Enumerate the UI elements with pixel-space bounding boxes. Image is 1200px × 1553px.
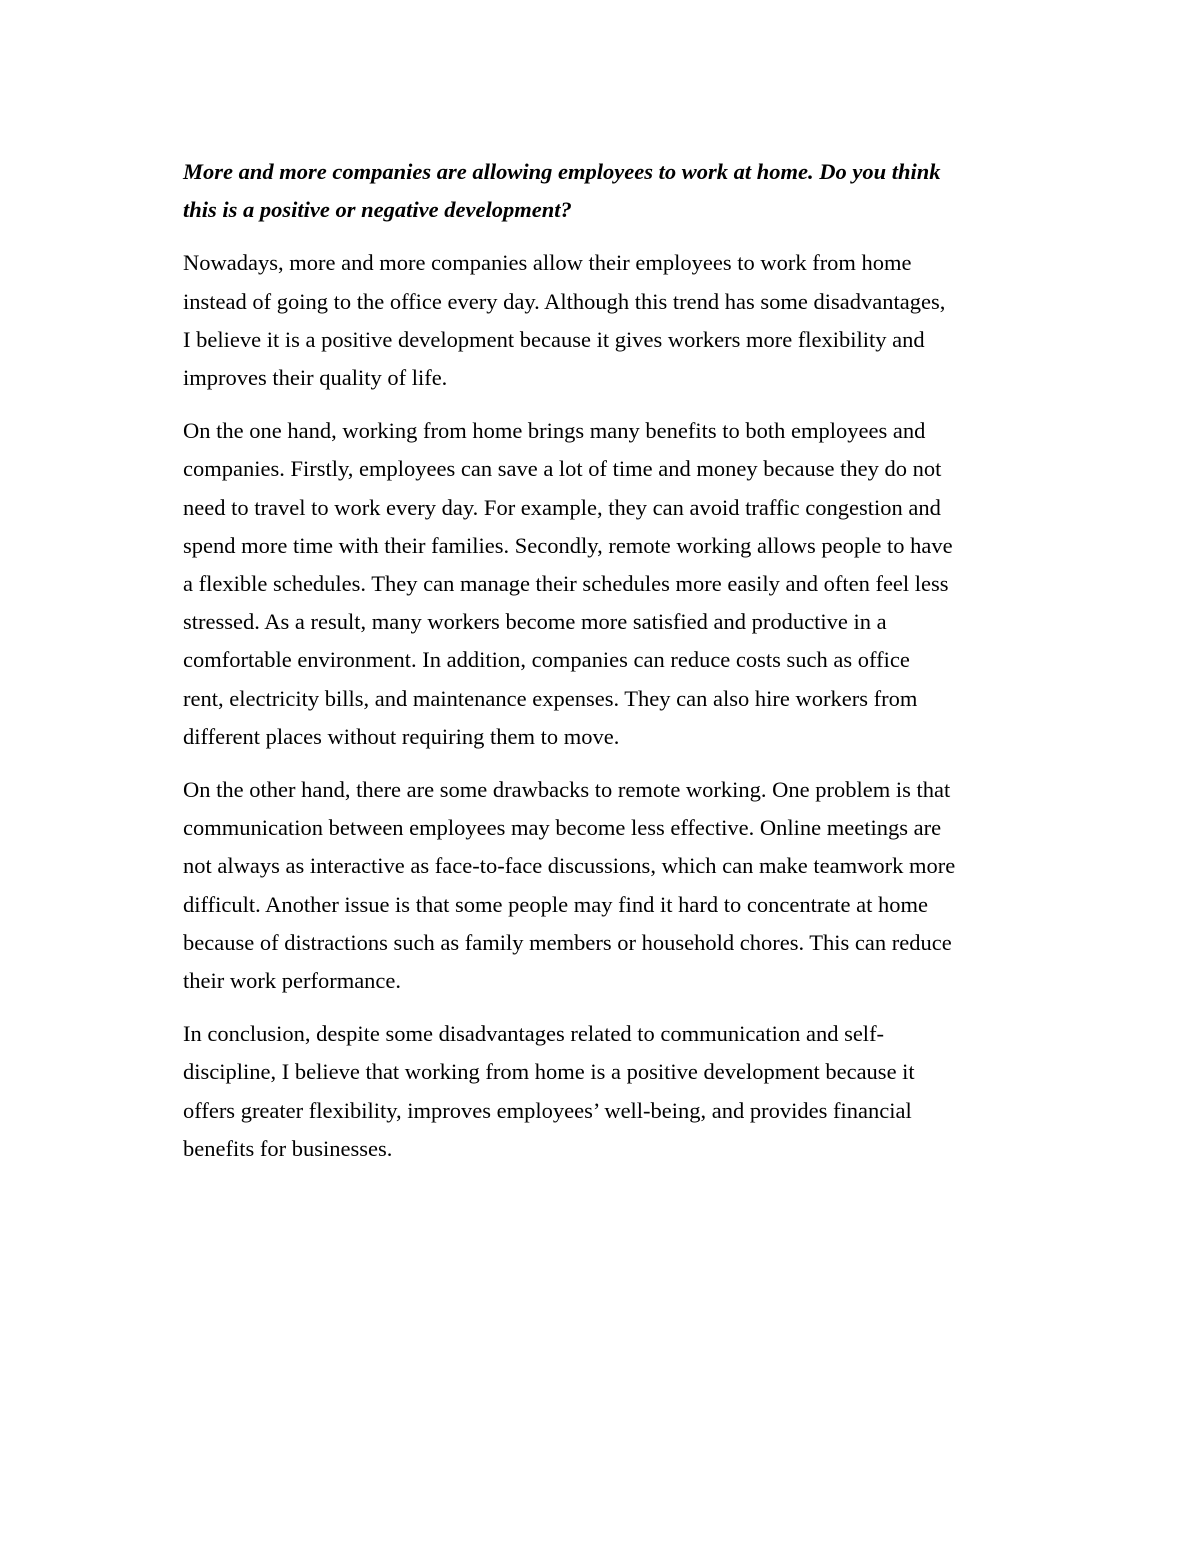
text-line: a flexible schedules. They can manage their schedules more easily and often feel less xyxy=(183,571,949,597)
text-line: because of distractions such as family members or household chores. This can reduce xyxy=(183,929,952,955)
essay-prompt xyxy=(183,153,1073,229)
text-line: improves their quality of life. xyxy=(183,365,448,391)
paragraph-drawbacks xyxy=(183,771,1073,1000)
text-line: I believe it is a positive development because it gives workers more flexibility and xyxy=(183,326,925,352)
text-line: communication between employees may become less effective. Online meetings are xyxy=(183,815,942,841)
text-line: different places without requiring them to move. xyxy=(183,723,620,749)
text-line: rent, electricity bills, and maintenance expenses. They can also hire workers from xyxy=(183,685,918,711)
text-line: offers greater flexibility, improves employees’ well-being, and provides financial xyxy=(183,1097,912,1123)
paragraph-benefits xyxy=(183,412,1073,756)
text-line: benefits for businesses. xyxy=(183,1135,393,1161)
paragraph-conclusion xyxy=(183,1015,1073,1168)
prompt-line: More and more companies are allowing employees to work at home. Do you think xyxy=(183,159,941,184)
text-line: On the other hand, there are some drawbacks to remote working. One problem is that xyxy=(183,777,951,803)
text-line: In conclusion, despite some disadvantages related to communication and self- xyxy=(183,1021,885,1047)
prompt-line: this is a positive or negative development? xyxy=(183,197,572,223)
text-line: On the one hand, working from home brings many benefits to both employees and xyxy=(183,418,926,444)
essay-body xyxy=(183,153,1073,1183)
paragraph-introduction xyxy=(183,244,1073,397)
text-line: Nowadays, more and more companies allow their employees to work from home xyxy=(183,250,912,276)
text-line: their work performance. xyxy=(183,968,402,994)
text-line: instead of going to the office every day. Although this trend has some disadvantages, xyxy=(183,288,946,314)
text-line: companies. Firstly, employees can save a lot of time and money because they do not xyxy=(183,456,942,482)
text-line: difficult. Another issue is that some people may find it hard to concentrate at home xyxy=(183,891,929,917)
text-line: need to travel to work every day. For example, they can avoid traffic congestion and xyxy=(183,494,941,520)
text-line: spend more time with their families. Secondly, remote working allows people to have xyxy=(183,532,953,558)
text-line: not always as interactive as face-to-face discussions, which can make teamwork more xyxy=(183,853,956,879)
text-line: stressed. As a result, many workers become more satisfied and productive in a xyxy=(183,609,887,635)
text-line: discipline, I believe that working from home is a positive development because it xyxy=(183,1059,915,1085)
text-line: comfortable environment. In addition, companies can reduce costs such as office xyxy=(183,647,910,673)
